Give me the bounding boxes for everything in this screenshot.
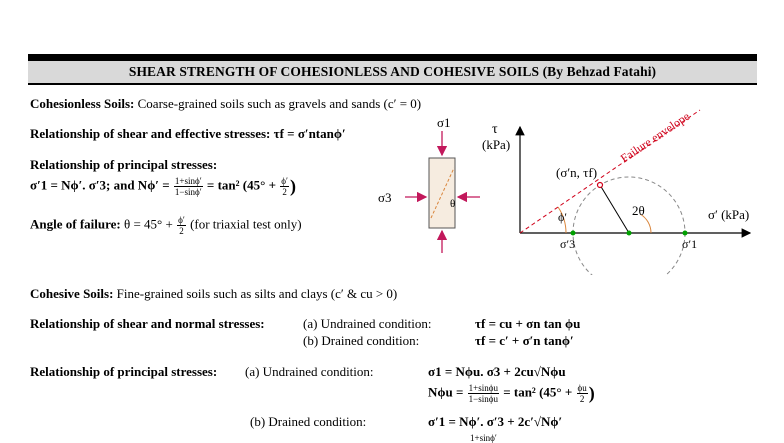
principal-frac: $\frac{1+\sin\phi'}{1-\sin\phi'}$: [174, 176, 202, 197]
angle-frac: $\frac{\phi'}{2}$: [178, 215, 185, 236]
p-drained-eq: σ′1 = Nϕ′. σ′3 + 2c′√Nϕ′: [428, 414, 563, 429]
p-undrained-eq: σ1 = Nϕu. σ3 + 2cu√Nϕu: [428, 364, 566, 379]
angle-note: (for triaxial test only): [190, 216, 302, 232]
principal-half-frac: $\frac{\phi'}{2}$: [281, 176, 288, 197]
sigma1p-label: σ′1: [682, 237, 698, 251]
cohesive-line: [30, 286, 397, 302]
cohesionless-line: [30, 96, 421, 112]
shear-effective-line: [30, 126, 346, 142]
principal-eq-a: σ′1 = Nϕ′. σ′3; and Nϕ′ =: [30, 177, 170, 193]
angle-label: Angle of failure:: [30, 216, 121, 232]
title-band: [28, 61, 757, 83]
mohr-circle: [573, 177, 685, 275]
phi-label: ϕ′: [558, 210, 567, 224]
cohesive-desc: Fine-grained soils such as silts and clays (c′ & cu > 0): [116, 286, 398, 301]
center-point: [627, 231, 632, 236]
cohesionless-label: Cohesionless Soils:: [30, 96, 135, 111]
sigma3p-label: σ′3: [560, 237, 576, 251]
shear-effective-label: Relationship of shear and effective stresses:: [30, 126, 271, 141]
tau-unit: (kPa): [482, 137, 511, 152]
shear-effective-eq: τf = σ′ntanϕ′: [273, 126, 346, 141]
top-rule: [28, 54, 757, 61]
shear-normal-label: Relationship of shear and normal stresses:: [30, 316, 265, 331]
tau-label: τ: [492, 122, 498, 137]
principal-label: Relationship of principal stresses:: [30, 157, 218, 172]
cohesive-label: Cohesive Soils:: [30, 286, 114, 301]
p-cut-frac: 1+sinϕ′: [470, 433, 497, 443]
p-undrained-label: (a) Undrained condition:: [245, 364, 374, 379]
sigma3-label: σ3: [378, 190, 392, 205]
undrained-eq: τf = cu + σn tan ϕu: [475, 316, 581, 331]
sample-theta: θ: [450, 198, 456, 210]
sigma3-point: [571, 231, 576, 236]
sigma1-point: [683, 231, 688, 236]
principal-eq-b: = tan² (45° +: [206, 177, 276, 193]
envelope-label: Failure envelope: [617, 108, 693, 166]
sigma1-label: σ1: [437, 115, 451, 130]
drained-label: (b) Drained condition:: [303, 333, 420, 348]
point-label: (σ′n, τf): [556, 165, 598, 180]
cohesionless-desc: Coarse-grained soils such as gravels and sands (c′ = 0): [137, 96, 422, 111]
bottom-rule: [28, 83, 757, 85]
principal-eq: σ′1 = Nϕ′. σ′3; and Nϕ′ = $\frac{1+\sin\phi'}{1-\sin\phi'}$ = tan² (45° + $\frac{\phi'}{2}$ ): [30, 176, 296, 197]
p-n-eq: Nϕu = $\frac{1+\sin\phi u}{1-\sin\phi u}$ = tan² (45° + $\frac{\phi u}{2}$ ): [428, 383, 595, 404]
mohr-diagram: [370, 105, 770, 275]
undrained-label: (a) Undrained condition:: [303, 316, 432, 331]
page-title: SHEAR STRENGTH OF COHESIONLESS AND COHESIVE SOILS (By Behzad Fatahi): [128, 64, 657, 79]
tangent-point: [598, 183, 603, 188]
p-n-frac: $\frac{1+\sin\phi u}{1-\sin\phi u}$: [468, 383, 498, 404]
drained-eq: τf = c′ + σ′n tanϕ′: [475, 333, 574, 348]
angle-eq: θ = 45° +: [124, 216, 173, 232]
p-drained-label: (b) Drained condition:: [250, 414, 367, 429]
p-n-half-frac: $\frac{\phi u}{2}$: [577, 383, 587, 404]
angle-line: [30, 215, 302, 236]
sigma-axis-label: σ′ (kPa): [708, 207, 750, 222]
principal-cohesive-label: Relationship of principal stresses:: [30, 364, 218, 379]
radius-line: [600, 185, 629, 233]
two-theta-label: 2θ: [632, 203, 645, 218]
